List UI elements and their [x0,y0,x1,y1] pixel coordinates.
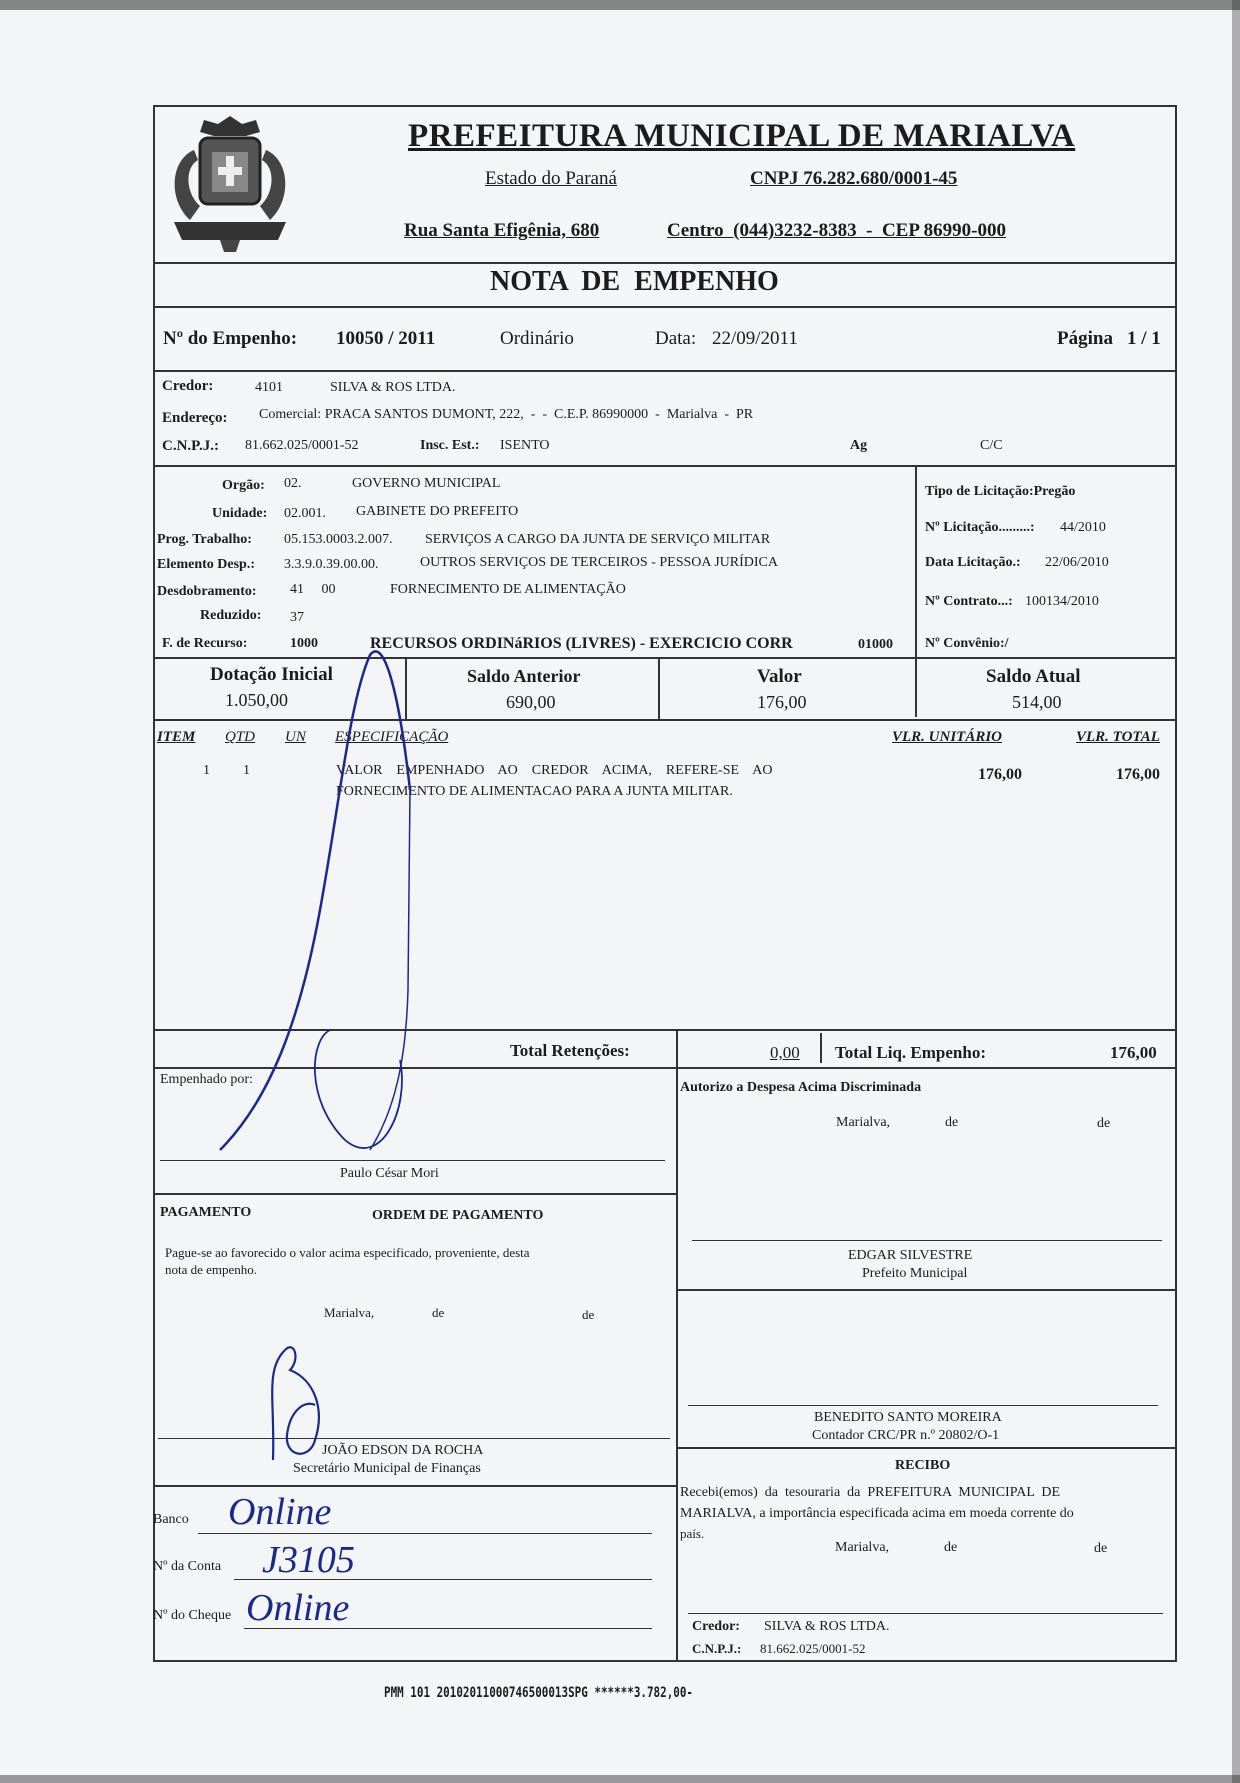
saldo-atual-value: 514,00 [1012,692,1062,712]
unidade-desc: GABINETE DO PREFEITO [356,504,519,519]
reduzido-code: 37 [290,610,304,625]
retencoes-label: Total Retenções: [510,1041,630,1060]
col-unit-value: VLR. UNITÁRIO [892,729,1003,745]
empenho-number-label: Nº do Empenho: [163,328,298,349]
unidade-code: 02.001. [284,506,326,521]
divider [153,370,1177,372]
secretario-role: Secretário Municipal de Finanças [293,1461,481,1476]
item-total-value: 176,00 [1116,766,1160,783]
cnpj-label: C.N.P.J.: [162,438,219,454]
conta-label: Nº da Conta [153,1559,222,1574]
recurso-desc: RECURSOS ORDINáRIOS (LIVRES) - EXERCICIO CORR [370,635,793,652]
orgao-desc: GOVERNO MUNICIPAL [352,476,501,491]
elemento-label: Elemento Desp.: [157,557,255,572]
licitacao-date-label: Data Licitação.: [925,555,1021,570]
orgao-code: 02. [284,476,302,491]
coat-of-arms-icon [160,110,300,258]
credor-address: Comercial: PRACA SANTOS DUMONT, 222, - - C.E.P. 86990000 - Marialva - PR [259,407,754,422]
credor-cnpj: 81.662.025/0001-52 [245,438,359,453]
prog-trabalho-label: Prog. Trabalho: [157,532,252,547]
col-total-value: VLR. TOTAL [1076,729,1160,745]
pagamento-text1: Pague-se ao favorecido o valor acima especificado, proveniente, desta [165,1245,530,1260]
divider-vertical [915,465,917,717]
pagamento-label: PAGAMENTO [160,1205,252,1220]
scan-edge-bottom [0,1775,1240,1783]
recibo-cnpj: 81.662.025/0001-52 [760,1641,866,1656]
elemento-code: 3.3.9.0.39.00.00. [284,557,379,572]
prefeito-role: Prefeito Municipal [862,1266,968,1281]
licitacao-number-label: Nº Licitação.........: [925,520,1035,535]
item-desc-line1: VALOR EMPENHADO AO CREDOR ACIMA, REFERE-SE AO [336,763,773,778]
autorizo-city: Marialva, [836,1115,891,1130]
divider [153,262,1177,264]
signature-secretario-icon [255,1340,345,1470]
empenho-number: 10050 / 2011 [336,328,436,349]
secretario-name: JOÃO EDSON DA ROCHA [322,1443,484,1458]
dotacao-label: Dotação Inicial [210,664,333,685]
recibo-de2: de [1094,1541,1108,1556]
cheque-handwritten: Online [246,1587,350,1629]
scan-edge-right [1232,0,1240,1783]
recibo-text1: Recebi(emos) da tesouraria da PREFEITURA MUNICIPAL DE [680,1485,1061,1500]
col-especificacao: ESPECIFICAÇÃO [335,729,449,745]
recibo-title: RECIBO [895,1458,951,1473]
credor-label: Credor: [162,378,214,394]
recurso-number: 01000 [858,637,893,652]
recibo-de1: de [944,1540,958,1555]
recurso-label: F. de Recurso: [162,636,248,651]
dotacao-value: 1.050,00 [225,690,288,710]
elemento-desc: OUTROS SERVIÇOS DE TERCEIROS - PESSOA JURÍDICA [420,555,779,570]
licitacao-number: 44/2010 [1060,520,1106,535]
recibo-cnpj-label: C.N.P.J.: [692,1641,742,1656]
divider [676,1447,1177,1449]
autorizo-de2: de [1097,1116,1111,1131]
desdobramento-code: 41 00 [290,582,336,597]
recurso-code: 1000 [290,636,318,651]
recibo-city: Marialva, [835,1540,890,1555]
autorizo-de1: de [945,1115,959,1130]
scan-edge-top [0,0,1240,10]
divider-vertical [658,657,660,719]
org-address: Rua Santa Efigênia, 680 [404,220,600,241]
liquido-value: 176,00 [1110,1043,1157,1062]
prefeito-name: EDGAR SILVESTRE [848,1248,973,1263]
contrato-label: Nº Contrato...: [925,594,1013,609]
col-un: UN [285,729,306,745]
conta-handwritten: J3105 [262,1539,355,1581]
insc-value: ISENTO [500,438,550,453]
signature-empenhado-icon [210,640,480,1160]
signature-line [158,1438,670,1439]
item-qtd: 1 [243,763,250,778]
cheque-label: Nº do Cheque [153,1608,232,1623]
valor-label: Valor [757,666,802,687]
divider [676,1289,1177,1291]
org-cnpj: CNPJ 76.282.680/0001-45 [750,168,958,189]
page-label: Página [1057,328,1113,349]
saldo-atual-label: Saldo Atual [986,666,1081,687]
col-item: ITEM [157,729,196,745]
contrato-number: 100134/2010 [1025,594,1099,609]
prog-trabalho-desc: SERVIÇOS A CARGO DA JUNTA DE SERVIÇO MILITAR [425,532,771,547]
saldo-anterior-value: 690,00 [506,692,556,712]
contador-name: BENEDITO SANTO MOREIRA [814,1410,1002,1425]
item-desc-line2: FORNECIMENTO DE ALIMENTACAO PARA A JUNTA MILITAR. [336,784,733,799]
tipo-licitacao: Tipo de Licitação:Pregão [925,484,1076,499]
recibo-credor: SILVA & ROS LTDA. [764,1619,890,1634]
col-qtd: QTD [225,729,256,745]
page-number: 1 / 1 [1127,328,1161,349]
org-phone-cep: Centro (044)3232-8383 - CEP 86990-000 [667,220,1006,241]
insc-label: Insc. Est.: [420,438,480,453]
recibo-credor-label: Credor: [692,1619,740,1634]
unidade-label: Unidade: [212,506,268,521]
ordem-pagamento-label: ORDEM DE PAGAMENTO [372,1208,544,1223]
banco-handwritten: Online [228,1491,332,1533]
valor-value: 176,00 [757,692,807,712]
divider [153,465,1177,467]
pagamento-text2: nota de empenho. [165,1262,258,1277]
convenio-label: Nº Convênio:/ [925,636,1009,651]
divider [153,306,1177,308]
retencoes-value: 0,00 [770,1043,800,1062]
item-number: 1 [203,763,210,778]
empenho-type: Ordinário [500,328,574,349]
account-label: C/C [980,438,1003,453]
desdobramento-desc: FORNECIMENTO DE ALIMENTAÇÃO [390,582,626,597]
recibo-text3: país. [680,1526,705,1541]
signature-line [160,1160,665,1161]
divider [153,1485,676,1487]
state-name: Estado do Paraná [485,168,617,189]
signature-line [692,1240,1162,1241]
desdobramento-label: Desdobramento: [157,584,257,599]
empenho-date-label: Data: [655,328,697,349]
doc-title: NOTA DE EMPENHO [490,266,779,297]
footer-code: PMM 101 20102011000746500013SPG ******3.782,00- [384,1685,694,1701]
pagamento-city: Marialva, [324,1305,375,1320]
agency-label: Ag [850,438,868,453]
empenhado-label: Empenhado por: [160,1072,253,1087]
liquido-label: Total Liq. Empenho: [835,1043,986,1062]
credor-code: 4101 [255,380,283,395]
saldo-anterior-label: Saldo Anterior [467,666,581,686]
credor-name: SILVA & ROS LTDA. [330,380,456,395]
item-unit-value: 176,00 [978,766,1022,783]
org-title: PREFEITURA MUNICIPAL DE MARIALVA [408,118,1076,154]
divider-vertical [676,1029,678,1069]
pagamento-de1: de [432,1305,445,1320]
orgao-label: Orgão: [222,478,265,493]
prog-trabalho-code: 05.153.0003.2.007. [284,532,393,547]
recibo-text2: MARIALVA, a importância especificada acima em moeda corrente do [680,1506,1074,1521]
divider-vertical [676,1067,678,1662]
empenho-date: 22/09/2011 [712,328,798,349]
autorizo-label: Autorizo a Despesa Acima Discriminada [680,1080,922,1095]
signature-line [688,1405,1158,1406]
divider-vertical [820,1033,822,1063]
address-label: Endereço: [162,410,228,426]
empenhado-name: Paulo César Mori [340,1166,439,1181]
divider [153,1193,676,1195]
pagamento-de2: de [582,1307,595,1322]
reduzido-label: Reduzido: [200,608,262,623]
contador-role: Contador CRC/PR n.º 20802/O-1 [812,1428,1000,1443]
signature-line [688,1613,1163,1614]
banco-label: Banco [153,1512,189,1527]
licitacao-date: 22/06/2010 [1045,555,1109,570]
